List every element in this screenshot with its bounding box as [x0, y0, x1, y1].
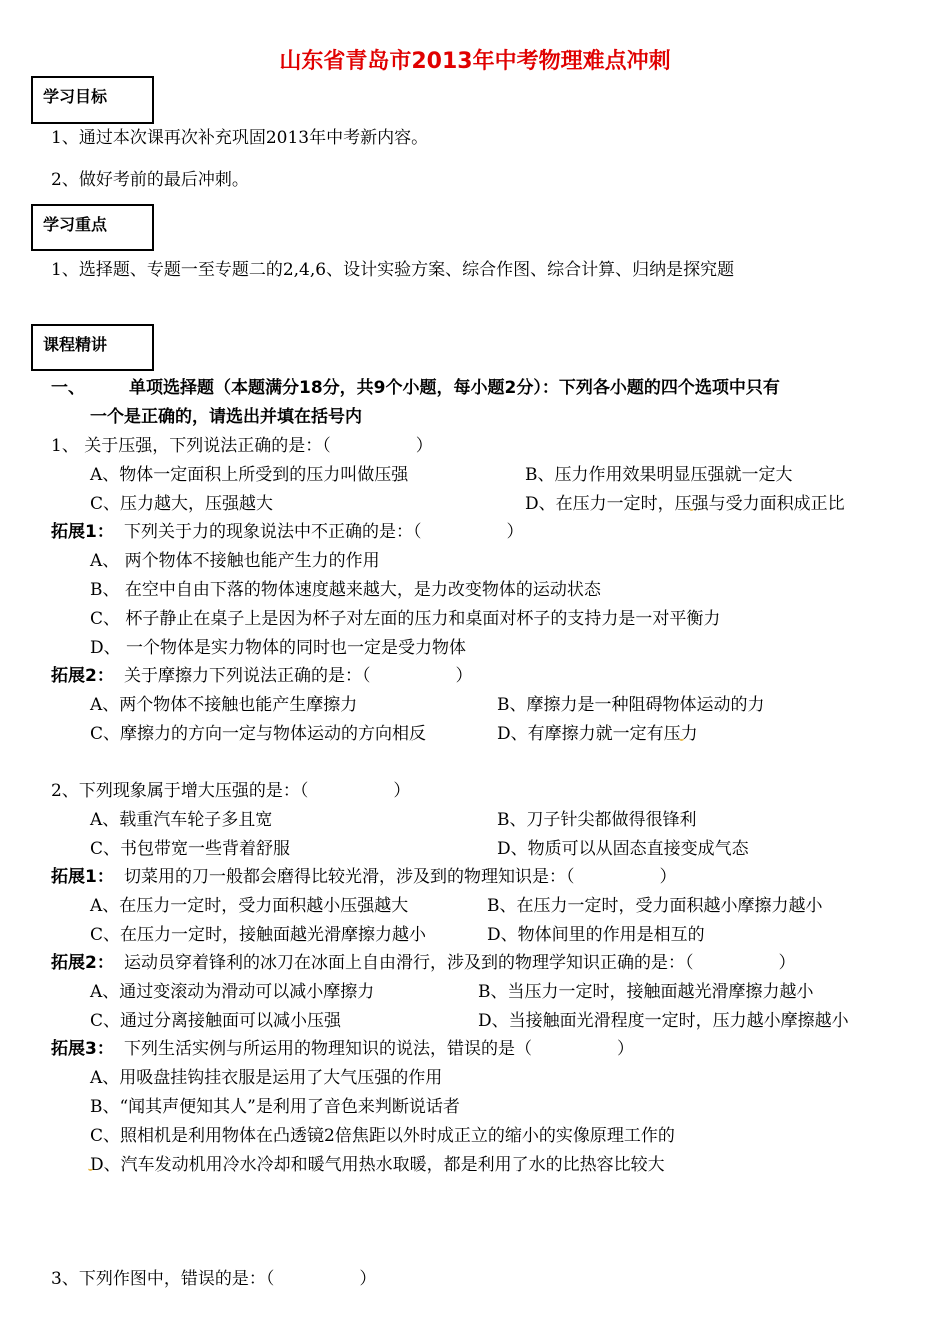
part1-number: 一、 — [51, 378, 85, 398]
q1-ext1-option-a: A、 两个物体不接触也能产生力的作用 — [90, 551, 380, 571]
q3-stem: 3、下列作图中，错误的是：（ ） — [51, 1269, 377, 1289]
q2-ext1-option-a: A、在压力一定时，受力面积越小压强越大 — [90, 896, 409, 916]
q1-option-a: A、物体一定面积上所受到的压力叫做压强 — [90, 465, 409, 485]
edit-mark — [689, 506, 694, 511]
goal-item-1: 1、通过本次课再次补充巩固2013年中考新内容。 — [51, 128, 429, 148]
section-focus-label: 学习重点 — [43, 215, 108, 234]
q1-ext2-option-d: D、有摩擦力就一定有压力 — [497, 724, 698, 744]
focus-item-1: 1、选择题、专题一至专题二的2,4,6、设计实验方案、综合作图、综合计算、归纳是探究题 — [51, 260, 735, 280]
q1-ext1-label: 拓展1： — [51, 522, 114, 542]
q2-ext2-label: 拓展2： — [51, 953, 114, 973]
q2-ext2-option-a: A、通过变滚动为滑动可以减小摩擦力 — [90, 982, 375, 1002]
q1-ext2-stem: 关于摩擦力下列说法正确的是：（ ） — [124, 666, 473, 686]
section-lecture-box — [31, 324, 154, 371]
q2-stem: 2、下列现象属于增大压强的是：（ ） — [51, 781, 411, 801]
q2-ext1-option-c: C、在压力一定时，接触面越光滑摩擦力越小 — [90, 925, 427, 945]
part1-heading-line2: 一个是正确的，请选出并填在括号内 — [90, 407, 362, 427]
q2-ext3-option-c: C、照相机是利用物体在凸透镜2倍焦距以外时成正立的缩小的实像原理工作的 — [90, 1126, 675, 1146]
q2-option-a: A、载重汽车轮子多且宽 — [90, 810, 273, 830]
edit-mark — [88, 1166, 93, 1171]
q2-ext2-stem: 运动员穿着锋利的冰刀在冰面上自由滑行，涉及到的物理学知识正确的是：（ ） — [124, 953, 796, 973]
q1-ext1-option-d: D、 一个物体是实力物体的同时也一定是受力物体 — [90, 638, 467, 658]
q2-ext1-option-b: B、在压力一定时，受力面积越小摩擦力越小 — [487, 896, 823, 916]
q2-option-b: B、刀子针尖都做得很锋利 — [497, 810, 697, 830]
part1-heading-line1: 单项选择题（本题满分18分，共9个小题，每小题2分）：下列各小题的四个选项中只有 — [129, 378, 780, 398]
q2-ext2-option-b: B、当压力一定时，接触面越光滑摩擦力越小 — [478, 982, 814, 1002]
q2-ext1-option-d: D、物体间里的作用是相互的 — [487, 925, 705, 945]
q1-ext2-option-a: A、两个物体不接触也能产生摩擦力 — [90, 695, 358, 715]
q1-stem: 1、 关于压强，下列说法正确的是：（ ） — [51, 436, 433, 456]
q2-option-d: D、物质可以从固态直接变成气态 — [497, 839, 749, 859]
edit-mark — [679, 736, 684, 741]
q1-ext2-option-b: B、摩擦力是一种阻碍物体运动的力 — [497, 695, 765, 715]
q2-ext3-stem: 下列生活实例与所运用的物理知识的说法，错误的是（ ） — [124, 1039, 634, 1059]
q1-ext2-label: 拓展2： — [51, 666, 114, 686]
goal-item-2: 2、做好考前的最后冲刺。 — [51, 170, 249, 190]
q2-ext2-option-d: D、当接触面光滑程度一定时，压力越小摩擦越小 — [478, 1011, 849, 1031]
q1-ext1-option-b: B、 在空中自由下落的物体速度越来越大，是力改变物体的运动状态 — [90, 580, 601, 600]
q1-ext1-option-c: C、 杯子静止在桌子上是因为杯子对左面的压力和桌面对杯子的支持力是一对平衡力 — [90, 609, 721, 629]
q1-option-c: C、压力越大，压强越大 — [90, 494, 274, 514]
section-lecture-label: 课程精讲 — [43, 335, 108, 354]
q2-ext3-option-a: A、用吸盘挂钩挂衣服是运用了大气压强的作用 — [90, 1068, 443, 1088]
section-goals-box — [31, 76, 154, 124]
q2-ext3-option-d: D、汽车发动机用冷水冷却和暖气用热水取暖，都是利用了水的比热容比较大 — [90, 1155, 665, 1175]
q2-ext3-option-b: B、“闻其声便知其人”是利用了音色来判断说话者 — [90, 1097, 460, 1117]
section-goals-label: 学习目标 — [43, 87, 108, 106]
q2-ext1-label: 拓展1： — [51, 867, 114, 887]
section-focus-box — [31, 204, 154, 251]
q1-option-b: B、压力作用效果明显压强就一定大 — [525, 465, 793, 485]
q1-option-d: D、在压力一定时，压强与受力面积成正比 — [525, 494, 845, 514]
q1-ext2-option-c: C、摩擦力的方向一定与物体运动的方向相反 — [90, 724, 427, 744]
q1-ext1-stem: 下列关于力的现象说法中不正确的是：（ ） — [124, 522, 524, 542]
page-title: 山东省青岛市2013年中考物理难点冲刺 — [279, 49, 671, 74]
q2-option-c: C、书包带宽一些背着舒服 — [90, 839, 291, 859]
q2-ext1-stem: 切菜用的刀一般都会磨得比较光滑，涉及到的物理知识是：（ ） — [124, 867, 677, 887]
q2-ext3-label: 拓展3： — [51, 1039, 114, 1059]
q2-ext2-option-c: C、通过分离接触面可以减小压强 — [90, 1011, 342, 1031]
